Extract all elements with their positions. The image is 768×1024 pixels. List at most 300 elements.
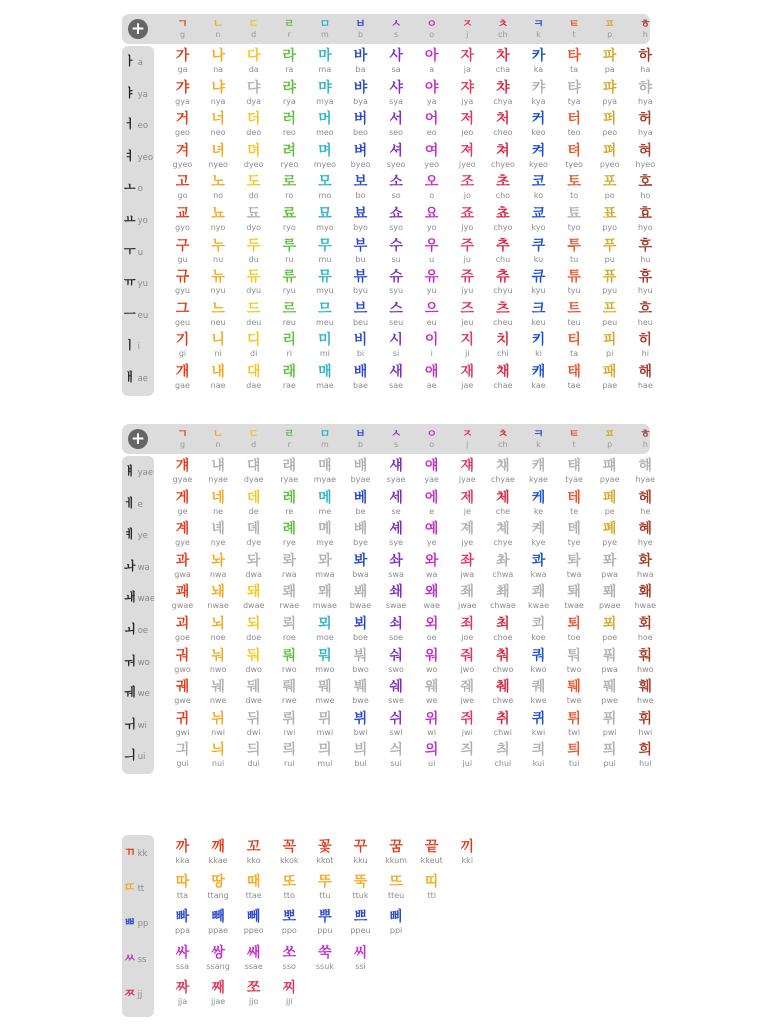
syllable: 드 xyxy=(246,300,261,317)
syllable: 피 xyxy=(602,332,617,349)
syllable-roman: nwi xyxy=(211,727,226,737)
syllable-cell xyxy=(272,742,307,768)
syllable-cell xyxy=(165,206,200,232)
syllable: 줴 xyxy=(460,679,475,696)
syllable: 예 xyxy=(424,521,439,538)
syllable: 훠 xyxy=(638,647,653,664)
syllable: 계 xyxy=(175,521,190,538)
syllable: 채 xyxy=(496,364,510,380)
syllable-roman: tyae xyxy=(565,475,583,484)
syllable-cell xyxy=(592,458,627,484)
syllable-cell xyxy=(236,711,271,737)
syllable-cell xyxy=(201,301,236,327)
syllable: 뵤 xyxy=(353,206,368,222)
syllable-roman: si xyxy=(392,349,400,359)
vowel-jamo: ㅗ xyxy=(124,180,136,195)
syllable-cell xyxy=(557,679,592,705)
syllable: 고 xyxy=(175,174,190,191)
syllable-cell xyxy=(414,711,449,737)
vowel-label xyxy=(124,334,154,358)
syllable-roman: chya xyxy=(493,96,513,106)
syllable-roman: myo xyxy=(316,223,334,232)
syllable-roman: geu xyxy=(174,317,191,327)
vowel-label xyxy=(124,555,154,579)
syllable-cell xyxy=(414,301,449,327)
syllable: 크 xyxy=(531,300,546,317)
syllable-cell xyxy=(521,332,556,358)
syllable: 쵸 xyxy=(496,206,510,222)
syllable-cell xyxy=(165,143,200,169)
syllable-roman: pa xyxy=(604,65,615,74)
consonant-roman: n xyxy=(215,440,221,449)
word-roman: ppo xyxy=(281,926,297,936)
syllable: 뤼 xyxy=(282,710,297,727)
syllable: 노 xyxy=(211,174,225,191)
vowel-roman: ae xyxy=(137,374,149,384)
syllable-cell xyxy=(414,143,449,169)
word-cell xyxy=(236,909,271,935)
syllable: 텨 xyxy=(567,142,581,159)
double-consonant-label xyxy=(124,841,154,865)
syllable-roman: ri xyxy=(286,349,293,359)
word-cell xyxy=(165,874,200,900)
syllable: 외 xyxy=(424,616,439,632)
syllable-cell xyxy=(450,490,485,516)
syllable: 댸 xyxy=(246,458,261,474)
vowel-label xyxy=(124,650,154,674)
syllable-roman: che xyxy=(495,506,511,516)
syllable-cell xyxy=(379,111,414,137)
syllable-cell xyxy=(343,269,378,295)
syllable-cell xyxy=(628,269,663,295)
word-roman: ttuk xyxy=(352,891,369,901)
syllable: 콰 xyxy=(531,552,546,569)
syllable-roman: chwo xyxy=(492,664,514,674)
syllable-cell xyxy=(450,553,485,579)
syllable: 개 xyxy=(175,364,190,380)
syllable-roman: gu xyxy=(177,254,188,264)
syllable: 테 xyxy=(567,489,581,506)
word-cell xyxy=(272,839,307,865)
syllable: 도 xyxy=(246,174,261,191)
syllable: 갸 xyxy=(175,79,190,96)
syllable-roman: dyae xyxy=(243,475,264,484)
syllable: 쿼 xyxy=(531,647,546,664)
vowel-roman: ye xyxy=(137,531,148,542)
syllable-cell xyxy=(307,490,342,516)
syllable-cell xyxy=(414,238,449,264)
word: 땅 xyxy=(211,874,225,891)
syllable-roman: ya xyxy=(426,96,437,106)
syllable-roman: jui xyxy=(462,759,473,769)
consonant-roman: o xyxy=(429,440,435,449)
syllable: 튀 xyxy=(567,710,581,727)
syllable-cell xyxy=(379,301,414,327)
syllable-cell xyxy=(379,711,414,737)
syllable: 챠 xyxy=(496,79,510,96)
syllable-cell xyxy=(628,490,663,516)
consonant-jamo: ㅂ xyxy=(355,427,366,440)
syllable-cell xyxy=(628,238,663,264)
syllable-cell xyxy=(628,48,663,74)
syllable: 챼 xyxy=(496,458,510,474)
syllable-cell xyxy=(628,80,663,106)
syllable-roman: chyo xyxy=(493,223,513,232)
syllable-roman: gae xyxy=(175,381,190,390)
syllable-roman: nwo xyxy=(209,664,227,674)
syllable-cell xyxy=(521,174,556,200)
syllable: 네 xyxy=(211,489,225,506)
vowel-jamo: ㅟ xyxy=(124,716,136,731)
syllable-cell xyxy=(414,521,449,547)
add-button[interactable]: + xyxy=(128,19,148,39)
syllable-roman: jeu xyxy=(461,317,474,327)
syllable-cell xyxy=(557,490,592,516)
consonant-roman: s xyxy=(394,440,399,449)
syllable: 므 xyxy=(318,300,332,317)
consonant-roman: r xyxy=(287,440,291,449)
syllable: 둬 xyxy=(246,647,261,664)
syllable: 슈 xyxy=(389,269,403,286)
word-cell xyxy=(307,909,342,935)
syllable-roman: be xyxy=(355,506,366,516)
syllable-roman: nyo xyxy=(210,223,226,232)
word: 짜 xyxy=(175,979,190,996)
syllable-roman: mya xyxy=(316,96,334,106)
word-cell xyxy=(165,945,200,971)
syllable: 하 xyxy=(638,48,653,64)
word-roman: kka xyxy=(175,856,190,865)
word-roman: ppeu xyxy=(350,926,371,936)
word-cell xyxy=(379,909,414,935)
syllable-roman: ga xyxy=(177,65,188,74)
syllable: 틔 xyxy=(567,742,581,759)
syllable: 믜 xyxy=(318,742,332,759)
syllable: 쇄 xyxy=(389,584,403,601)
syllable-roman: jyeo xyxy=(458,159,476,169)
syllable-roman: sa xyxy=(391,65,401,74)
syllable-cell xyxy=(450,458,485,484)
consonant-header-cell xyxy=(379,18,414,39)
syllable: 쟈 xyxy=(460,79,475,96)
syllable-roman: deo xyxy=(246,128,262,138)
vowel-roman: ya xyxy=(137,89,148,100)
syllable-cell xyxy=(628,332,663,358)
syllable-roman: wae xyxy=(423,601,440,611)
syllable: 쵀 xyxy=(496,584,510,601)
consonant-header-cell xyxy=(521,428,556,449)
syllable: 나 xyxy=(211,48,225,64)
syllable-roman: su xyxy=(391,254,401,264)
word: 까 xyxy=(175,839,190,855)
consonant-header-cell xyxy=(343,18,378,39)
word-cell xyxy=(201,945,236,971)
word: 꼭 xyxy=(282,839,297,855)
syllable: 걔 xyxy=(175,458,190,474)
syllable: 투 xyxy=(567,237,581,254)
syllable: 쾌 xyxy=(531,584,546,601)
syllable: 내 xyxy=(211,364,225,380)
syllable-roman: pwa xyxy=(601,569,618,579)
consonant-roman: d xyxy=(251,440,257,449)
syllable-cell xyxy=(343,238,378,264)
syllable-roman: da xyxy=(248,65,259,74)
syllable-roman: o xyxy=(429,191,435,201)
syllable-cell xyxy=(592,711,627,737)
syllable-roman: gwi xyxy=(175,727,190,737)
consonant-jamo: ㅇ xyxy=(426,427,437,440)
syllable-cell xyxy=(414,458,449,484)
vowel-roman: yu xyxy=(137,279,149,290)
syllable-cell xyxy=(307,742,342,768)
syllable: 햐 xyxy=(638,79,653,96)
consonant-roman: t xyxy=(572,30,576,39)
syllable-cell xyxy=(414,206,449,232)
syllable-roman: jyae xyxy=(458,475,476,484)
syllable-roman: peo xyxy=(602,128,618,138)
syllable-roman: gwe xyxy=(174,696,191,706)
syllable-cell xyxy=(450,174,485,200)
syllable-roman: dye xyxy=(246,538,262,548)
syllable-cell xyxy=(236,521,271,547)
syllable-roman: swe xyxy=(388,696,404,706)
syllable: 포 xyxy=(602,174,617,191)
syllable-roman: mui xyxy=(317,759,333,769)
syllable-cell xyxy=(272,648,307,674)
syllable-roman: swa xyxy=(388,569,404,579)
syllable-roman: no xyxy=(213,191,224,201)
syllable-cell xyxy=(450,616,485,642)
syllable: 류 xyxy=(282,269,297,286)
syllable-cell xyxy=(165,521,200,547)
syllable-roman: byu xyxy=(353,286,368,296)
syllable-roman: pu xyxy=(604,254,615,264)
syllable-cell xyxy=(307,301,342,327)
syllable: 죠 xyxy=(460,206,475,222)
consonant-roman: n xyxy=(215,30,221,39)
consonant-header-cell xyxy=(236,18,271,39)
consonant-jamo: ㅍ xyxy=(604,17,615,30)
syllable-roman: yo xyxy=(426,223,437,232)
syllable: 왜 xyxy=(424,584,439,601)
syllable-cell xyxy=(343,143,378,169)
syllable-cell xyxy=(236,648,271,674)
double-consonant-roman: kk xyxy=(137,849,148,859)
syllable-cell xyxy=(485,332,520,358)
syllable-cell xyxy=(236,553,271,579)
syllable: 냬 xyxy=(211,458,225,474)
syllable-cell xyxy=(592,648,627,674)
syllable-cell xyxy=(592,553,627,579)
syllable: 뇨 xyxy=(211,206,225,222)
syllable: 퐤 xyxy=(602,584,617,601)
syllable: 와 xyxy=(424,552,439,569)
syllable-cell xyxy=(201,143,236,169)
consonant-roman: ch xyxy=(498,30,508,39)
consonant-roman: d xyxy=(251,30,257,39)
consonant-header-cell xyxy=(521,18,556,39)
syllable: 풔 xyxy=(602,647,617,664)
syllable-cell xyxy=(628,584,663,610)
syllable-cell xyxy=(521,584,556,610)
syllable: 즤 xyxy=(460,742,475,759)
syllable-cell xyxy=(201,742,236,768)
syllable: 뎨 xyxy=(246,521,261,538)
syllable: 괘 xyxy=(175,584,190,601)
syllable: 데 xyxy=(246,489,261,506)
syllable-roman: pyae xyxy=(599,475,620,484)
word: 싸 xyxy=(175,944,190,961)
syllable: 거 xyxy=(175,111,190,128)
syllable-roman: chyeo xyxy=(490,159,515,169)
syllable: 킈 xyxy=(531,742,546,759)
vowel-label xyxy=(124,586,154,610)
syllable-cell xyxy=(165,458,200,484)
syllable-cell xyxy=(628,742,663,768)
consonant-roman: m xyxy=(320,30,329,39)
syllable: 차 xyxy=(496,48,510,64)
word: 째 xyxy=(211,979,225,996)
syllable-cell xyxy=(450,111,485,137)
syllable-roman: a xyxy=(429,65,435,74)
syllable-roman: ru xyxy=(285,254,294,264)
syllable-roman: dwi xyxy=(246,727,261,737)
vowel-label xyxy=(124,50,154,74)
word-cell xyxy=(236,839,271,865)
syllable-cell xyxy=(414,80,449,106)
syllable-cell xyxy=(450,206,485,232)
syllable: 쇼 xyxy=(389,206,403,222)
syllable-roman: hya xyxy=(637,96,653,106)
syllable-roman: hwa xyxy=(637,569,654,579)
syllable-cell xyxy=(557,48,592,74)
consonant-header-cell xyxy=(201,428,236,449)
word: 삐 xyxy=(389,909,403,926)
syllable-cell xyxy=(450,711,485,737)
syllable-cell xyxy=(485,679,520,705)
syllable-roman: du xyxy=(248,254,259,264)
syllable: 조 xyxy=(460,174,475,191)
syllable: 늬 xyxy=(211,742,225,759)
syllable-cell xyxy=(592,364,627,390)
syllable: 미 xyxy=(318,332,332,349)
syllable: 붜 xyxy=(353,647,368,664)
syllable-roman: poe xyxy=(602,633,618,642)
syllable-cell xyxy=(307,174,342,200)
syllable-roman: bwa xyxy=(352,569,369,579)
syllable: 서 xyxy=(389,111,403,128)
syllable: 쳬 xyxy=(496,521,510,538)
syllable-cell xyxy=(379,742,414,768)
syllable-cell xyxy=(307,48,342,74)
double-consonant-jamo: ㄲ xyxy=(124,845,136,859)
vowel-roman: u xyxy=(137,247,143,258)
syllable-roman: hwo xyxy=(637,664,654,674)
add-button[interactable]: + xyxy=(128,429,148,449)
consonant-jamo: ㅈ xyxy=(461,427,473,440)
word-roman: kkum xyxy=(385,856,408,865)
syllable-roman: ko xyxy=(533,191,544,201)
syllable: 럐 xyxy=(282,458,297,474)
syllable: 쾨 xyxy=(531,616,546,632)
syllable: 퐈 xyxy=(602,552,617,569)
syllable: 그 xyxy=(175,300,190,317)
word: 따 xyxy=(175,874,190,891)
syllable-roman: keu xyxy=(531,317,546,327)
syllable-cell xyxy=(272,269,307,295)
syllable: 퍠 xyxy=(602,458,617,474)
syllable: 춰 xyxy=(496,647,510,664)
syllable-cell xyxy=(450,584,485,610)
consonant-roman: b xyxy=(357,440,364,449)
word-cell xyxy=(343,839,378,865)
syllable-roman: gyo xyxy=(175,223,190,232)
syllable-roman: sui xyxy=(390,759,402,769)
syllable-cell xyxy=(521,301,556,327)
syllable-cell xyxy=(379,174,414,200)
word-cell xyxy=(450,839,485,865)
syllable: 죄 xyxy=(460,616,475,632)
consonant-header-cell xyxy=(165,18,200,39)
consonant-roman: p xyxy=(607,30,613,39)
syllable-cell xyxy=(592,111,627,137)
syllable-roman: eu xyxy=(426,317,437,327)
syllable-cell xyxy=(485,238,520,264)
double-consonant-jamo: ㄸ xyxy=(124,880,136,895)
syllable: 쟤 xyxy=(460,458,475,474)
syllable: 커 xyxy=(531,111,546,128)
syllable-roman: tyeo xyxy=(565,159,583,169)
syllable-roman: hyae xyxy=(635,475,656,484)
vowel-label xyxy=(124,523,154,547)
word-cell xyxy=(272,874,307,900)
syllable-cell xyxy=(592,332,627,358)
word-roman: ppa xyxy=(174,926,191,936)
syllable-roman: jyu xyxy=(461,286,474,296)
syllable-cell xyxy=(521,679,556,705)
syllable: 푸 xyxy=(602,237,617,254)
syllable-cell xyxy=(165,553,200,579)
syllable-cell xyxy=(201,48,236,74)
syllable: 머 xyxy=(318,111,332,128)
syllable: 제 xyxy=(460,489,475,506)
consonant-jamo: ㄹ xyxy=(283,427,295,440)
syllable: 릐 xyxy=(282,742,297,759)
syllable-cell xyxy=(307,111,342,137)
syllable: 뫼 xyxy=(318,616,332,632)
syllable: 다 xyxy=(246,48,261,64)
syllable-cell xyxy=(521,521,556,547)
syllable-cell xyxy=(485,48,520,74)
syllable-roman: toe xyxy=(567,633,581,642)
syllable: 료 xyxy=(282,206,297,222)
syllable-cell xyxy=(165,616,200,642)
syllable: 오 xyxy=(424,174,439,191)
syllable-roman: swo xyxy=(388,664,404,674)
syllable-cell xyxy=(165,269,200,295)
syllable: 트 xyxy=(567,300,581,317)
syllable-cell xyxy=(201,490,236,516)
syllable-roman: moe xyxy=(316,633,334,642)
syllable-roman: tye xyxy=(567,538,581,548)
word-roman: ssang xyxy=(206,961,230,971)
syllable-cell xyxy=(272,458,307,484)
vowel-label xyxy=(124,208,154,232)
syllable-cell xyxy=(379,269,414,295)
syllable-cell xyxy=(343,648,378,674)
syllable: 페 xyxy=(602,489,617,506)
syllable: 세 xyxy=(389,489,403,506)
